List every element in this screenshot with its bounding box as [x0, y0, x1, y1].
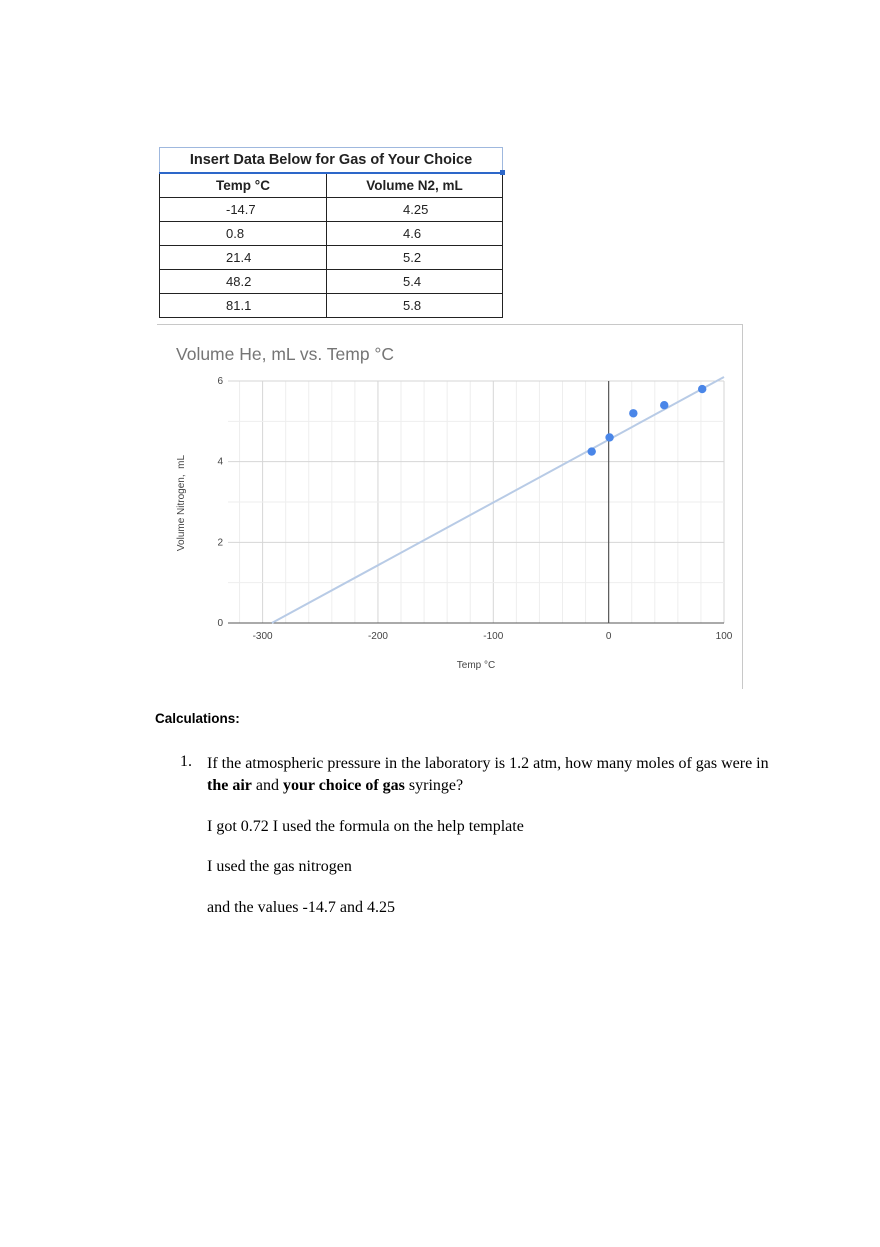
volume-cell: 5.2	[327, 246, 503, 270]
chart-canvas	[157, 325, 742, 689]
gas-data-table	[159, 147, 503, 318]
question-text	[207, 753, 777, 797]
table-caption-text: Insert Data Below for Gas of Your Choice	[189, 152, 473, 168]
data-point	[587, 447, 595, 455]
table-row	[160, 246, 503, 270]
tick-labels	[217, 376, 732, 642]
column-header-temp: Temp °C	[160, 173, 327, 198]
y-tick-label: 4	[217, 456, 223, 468]
column-header-volume: Volume N2, mL	[327, 173, 503, 198]
question-emphasis-gas: your choice of gas	[282, 777, 405, 794]
table-row	[160, 222, 503, 246]
volume-cell: 4.6	[327, 222, 503, 246]
data-point	[629, 409, 637, 417]
trendline	[272, 377, 724, 623]
trendline-layer	[272, 377, 724, 623]
table-row	[160, 198, 503, 222]
x-tick-label: -100	[483, 631, 504, 642]
temp-cell: 81.1	[160, 294, 327, 318]
data-point	[660, 401, 668, 409]
selection-handle[interactable]	[500, 170, 505, 175]
table-row	[160, 270, 503, 294]
volume-cell: 5.4	[327, 270, 503, 294]
temp-cell: 0.8	[160, 222, 327, 246]
question-part: and	[251, 777, 283, 794]
table-caption[interactable]	[160, 148, 503, 174]
y-tick-label: 6	[217, 376, 223, 387]
question-part: syringe?	[404, 777, 464, 794]
answer-line: I used the gas nitrogen	[207, 858, 352, 875]
data-point	[605, 433, 613, 441]
question-number: 1.	[180, 753, 192, 770]
temp-cell: 21.4	[160, 246, 327, 270]
question-emphasis-air: the air	[207, 777, 252, 794]
calculations-heading: Calculations:	[155, 711, 240, 726]
volume-temp-chart	[157, 324, 743, 689]
question-part: If the atmospheric pressure in the laboratory is 1.2 atm, how many moles of gas were in	[207, 755, 769, 772]
x-axis-label: Temp °C	[456, 660, 496, 671]
temp-cell: -14.7	[160, 198, 327, 222]
answer-line: I got 0.72 I used the formula on the help template	[207, 818, 524, 835]
x-tick-label: -300	[252, 631, 273, 642]
table-row	[160, 294, 503, 318]
volume-cell: 5.8	[327, 294, 503, 318]
y-axis-label: Volume Nitrogen, mL	[176, 454, 187, 552]
volume-cell: 4.25	[327, 198, 503, 222]
x-tick-label: 0	[605, 631, 612, 642]
y-tick-label: 2	[217, 537, 223, 549]
x-tick-label: 100	[715, 631, 733, 642]
chart-title: Volume He, mL vs. Temp °C	[176, 344, 395, 364]
temp-cell: 48.2	[160, 270, 327, 294]
data-point	[698, 385, 706, 393]
y-tick-label: 0	[217, 618, 223, 629]
x-tick-label: -200	[367, 631, 388, 642]
answer-line: and the values -14.7 and 4.25	[207, 899, 395, 916]
